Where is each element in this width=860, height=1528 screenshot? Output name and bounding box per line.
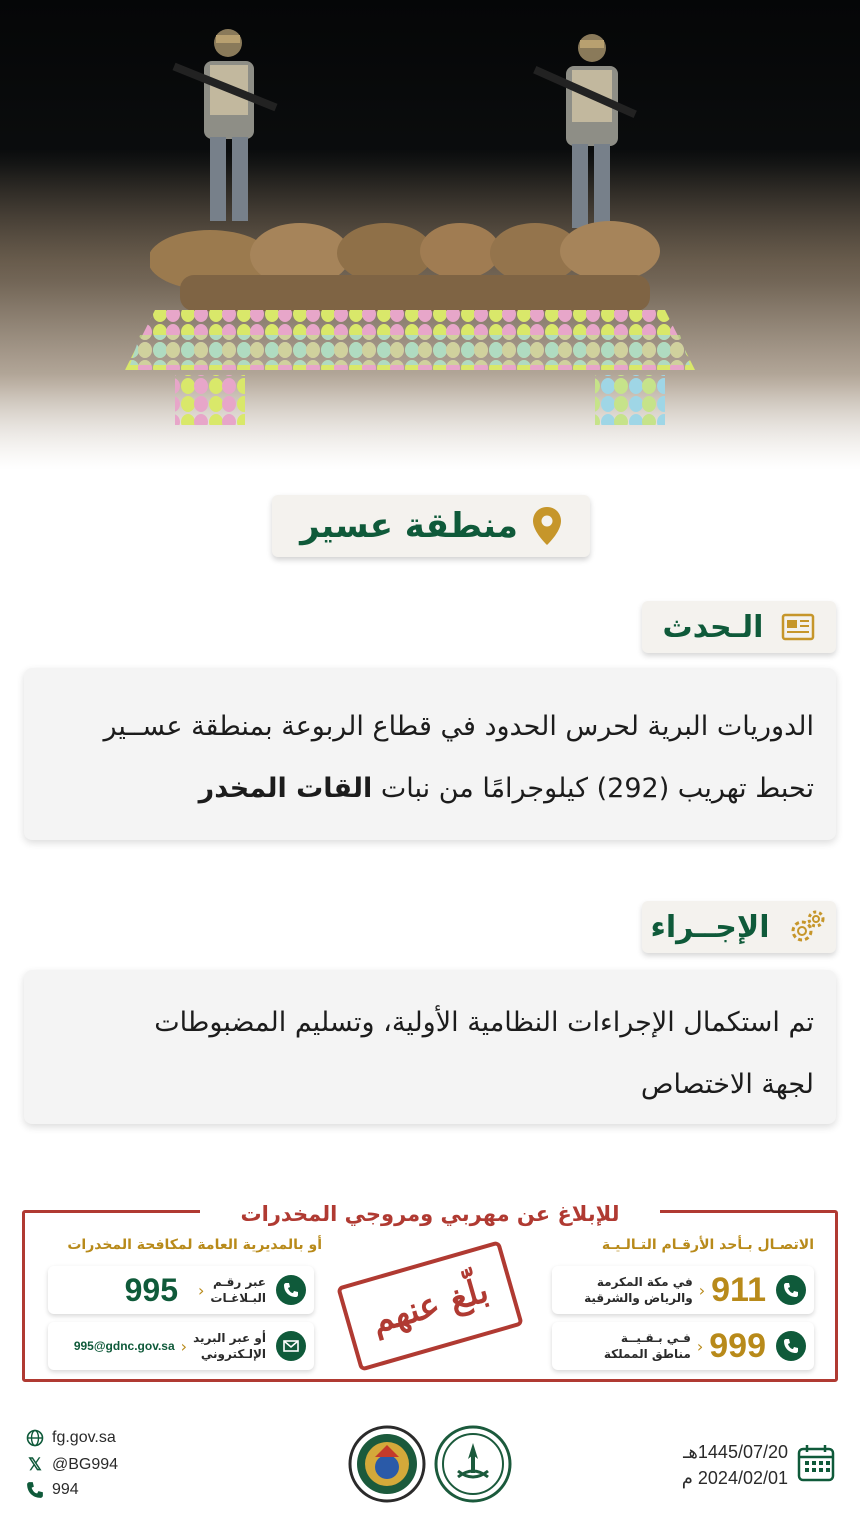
event-card bbox=[24, 668, 836, 840]
location-pin-icon bbox=[532, 506, 562, 546]
website-text[interactable]: fg.gov.sa bbox=[52, 1429, 116, 1446]
x-handle-text[interactable]: @BG994 bbox=[52, 1456, 119, 1473]
hotline-row-911[interactable] bbox=[552, 1266, 814, 1314]
action-text-line1: تم استكمال الإجراءات النظامية الأولية، وتسليم المضبوطات bbox=[154, 1007, 814, 1038]
newspaper-icon bbox=[781, 613, 815, 641]
seized-packages bbox=[125, 305, 695, 425]
calendar-icon bbox=[796, 1443, 836, 1483]
region-badge bbox=[272, 495, 590, 557]
chevron-left-icon: ‹ bbox=[198, 1280, 205, 1300]
phone-icon bbox=[26, 1481, 44, 1499]
hotline-number[interactable]: 999 bbox=[709, 1326, 766, 1365]
phone-text[interactable]: 994 bbox=[52, 1481, 79, 1498]
chevron-left-icon: ‹ bbox=[698, 1280, 706, 1300]
border-guard-emblem bbox=[348, 1425, 426, 1503]
footer-website[interactable] bbox=[26, 1429, 116, 1447]
hotline-description: فـي بـقـيــة مناطق المملكة bbox=[603, 1331, 691, 1361]
gregorian-date: 2024/02/01 م bbox=[681, 1468, 788, 1488]
seized-sacks bbox=[150, 215, 670, 315]
event-text-line2-plain: تحبط تهريب (292) كيلوجرامًا من نبات bbox=[380, 773, 814, 804]
hotline-row-999[interactable] bbox=[552, 1322, 814, 1370]
directorate-email[interactable]: 995@gdnc.gov.sa bbox=[73, 1339, 175, 1353]
interior-ministry-emblem bbox=[434, 1425, 512, 1503]
action-text-line2: لجهة الاختصاص bbox=[640, 1069, 814, 1100]
action-card bbox=[24, 970, 836, 1124]
chevron-left-icon: ‹ bbox=[696, 1336, 704, 1356]
soldier-left-figure bbox=[170, 25, 280, 225]
envelope-icon bbox=[276, 1331, 306, 1361]
soldier-right-figure bbox=[530, 30, 640, 230]
globe-icon bbox=[26, 1429, 44, 1447]
call-heading: الاتصـال بـأحد الأرقـام التـالـيـة bbox=[601, 1237, 814, 1253]
phone-icon bbox=[776, 1331, 806, 1361]
gears-icon bbox=[788, 907, 828, 947]
event-title: الـحدث bbox=[662, 609, 764, 645]
hero-photo bbox=[0, 0, 860, 470]
directorate-row-phone[interactable] bbox=[48, 1266, 314, 1314]
chevron-left-icon: ‹ bbox=[180, 1336, 188, 1356]
hotline-number[interactable]: 911 bbox=[711, 1270, 766, 1309]
action-section-header bbox=[642, 901, 836, 953]
report-them-stamp: بلّغ عنهم bbox=[336, 1240, 524, 1371]
region-name: منطقة عسير bbox=[300, 506, 518, 546]
action-title: الإجــراء bbox=[650, 909, 770, 945]
event-text-line2-bold: القات المخدر bbox=[198, 773, 373, 804]
phone-icon bbox=[276, 1275, 306, 1305]
directorate-email-description: أو عبر البريد الإلـكتروني bbox=[193, 1331, 266, 1361]
directorate-phone-number[interactable]: 995 bbox=[124, 1271, 178, 1308]
directorate-row-email[interactable] bbox=[48, 1322, 314, 1370]
phone-icon bbox=[776, 1275, 806, 1305]
event-text-line2 bbox=[46, 758, 814, 820]
hijri-date: 1445/07/20هـ bbox=[683, 1442, 788, 1462]
event-section-header bbox=[642, 601, 836, 653]
footer-x-account[interactable] bbox=[26, 1455, 118, 1475]
hotline-description: في مكة المكرمة والرياض والشرقية bbox=[584, 1275, 693, 1305]
directorate-heading: أو بالمديرية العامة لمكافحة المخدرات bbox=[67, 1237, 322, 1253]
x-logo-icon: 𝕏 bbox=[28, 1455, 42, 1474]
footer-phone[interactable] bbox=[26, 1481, 79, 1499]
event-text-line1: الدوريات البرية لحرس الحدود في قطاع الربوعة بمنطقة عســير bbox=[103, 711, 814, 742]
report-title: للإبلاغ عن مهربي ومروجي المخدرات bbox=[200, 1198, 660, 1230]
directorate-phone-description: عبر رقـم البـلاغـات bbox=[210, 1275, 266, 1305]
